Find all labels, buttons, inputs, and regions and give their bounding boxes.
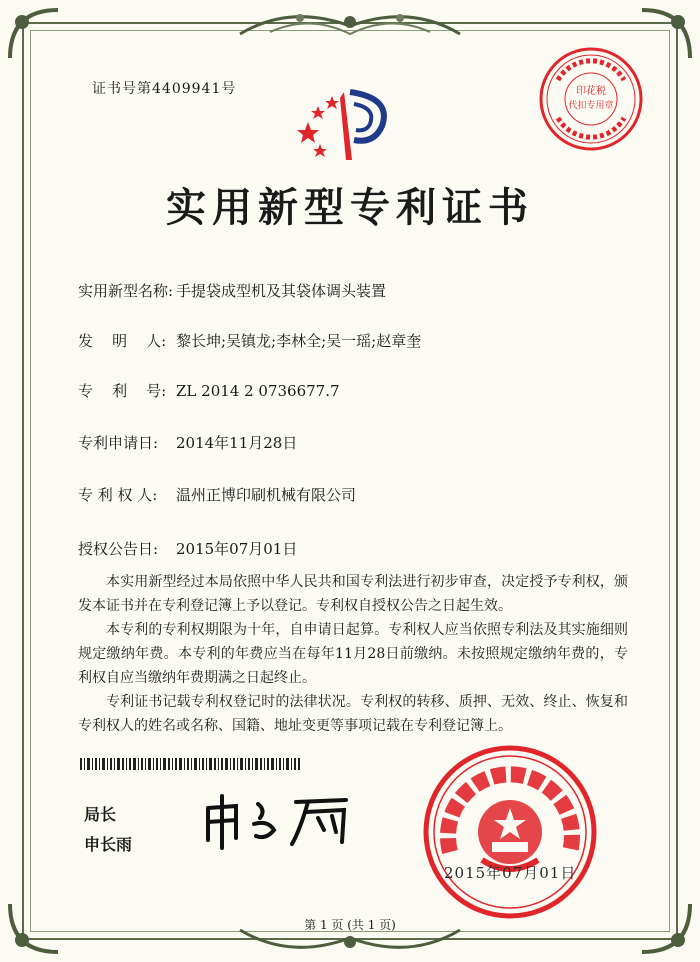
field-label: 授权公告日: — [78, 540, 159, 558]
field-label: 专 利 号: — [78, 382, 167, 400]
certificate-title: 实用新型专利证书 — [166, 184, 534, 231]
patent-office-logo-icon — [296, 84, 396, 164]
field-value: 2015年07月01日 — [176, 540, 298, 558]
field-value: 2014年11月28日 — [176, 434, 298, 452]
field-value: 温州正博印刷机械有限公司 — [176, 486, 357, 504]
paragraph-legal-status: 专利证书记载专利权登记时的法律状况。专利权的转移、质押、无效、终止、恢复和专利权人的姓名或名称、国籍、地址变更等事项记载在专利登记簿上。 — [78, 694, 628, 734]
field-label: 实用新型名称: — [78, 282, 174, 300]
field-application-date — [78, 432, 297, 453]
field-patent-number — [78, 380, 340, 401]
barcode-icon — [80, 758, 300, 770]
corner-ornament-top-left-icon — [4, 4, 64, 64]
paragraph-grant: 本实用新型经过本局依照中华人民共和国专利法进行初步审查，决定授予专利权，颁发本证书并在专利登记簿上予以登记。专利权自授权公告之日起生效。 — [78, 574, 628, 614]
field-grant-date — [78, 538, 297, 559]
top-ornament-icon — [230, 4, 470, 44]
svg-text:代扣专用章: 代扣专用章 — [568, 101, 614, 111]
field-utility-model-name — [78, 280, 386, 301]
tax-stamp-seal-icon — [536, 44, 646, 154]
director-title: 局长 — [84, 805, 117, 824]
field-value: ZL 2014 2 0736677.7 — [176, 382, 340, 400]
paragraph-term: 本专利的专利权期限为十年，自申请日起算。专利权人应当依照专利法及其实施细则规定缴纳年费。本专利的年费应当在每年11月28日前缴纳。未按照规定缴纳年费的，专利权自应当缴纳年费期满之日起终止。 — [78, 622, 628, 686]
director-name: 申长雨 — [84, 835, 133, 854]
field-value: 黎长坤;吴镇龙;李林全;吴一瑶;赵章奎 — [176, 332, 422, 350]
field-inventors — [78, 330, 421, 351]
intellectual-property-office-seal-icon — [420, 742, 600, 922]
director-signature-icon — [196, 790, 366, 850]
field-label: 发 明 人: — [78, 332, 167, 350]
seal-date: 2015年07月01日 — [444, 864, 577, 882]
field-label: 专利申请日: — [78, 434, 159, 452]
field-patentee — [78, 484, 356, 505]
certificate-number: 证书号第4409941号 — [92, 81, 237, 97]
svg-text:印花税: 印花税 — [576, 86, 606, 97]
page-number: 第 1 页 (共 1 页) — [304, 918, 396, 932]
field-label: 专 利 权 人: — [78, 486, 158, 504]
field-value: 手提袋成型机及其袋体调头装置 — [176, 282, 387, 300]
